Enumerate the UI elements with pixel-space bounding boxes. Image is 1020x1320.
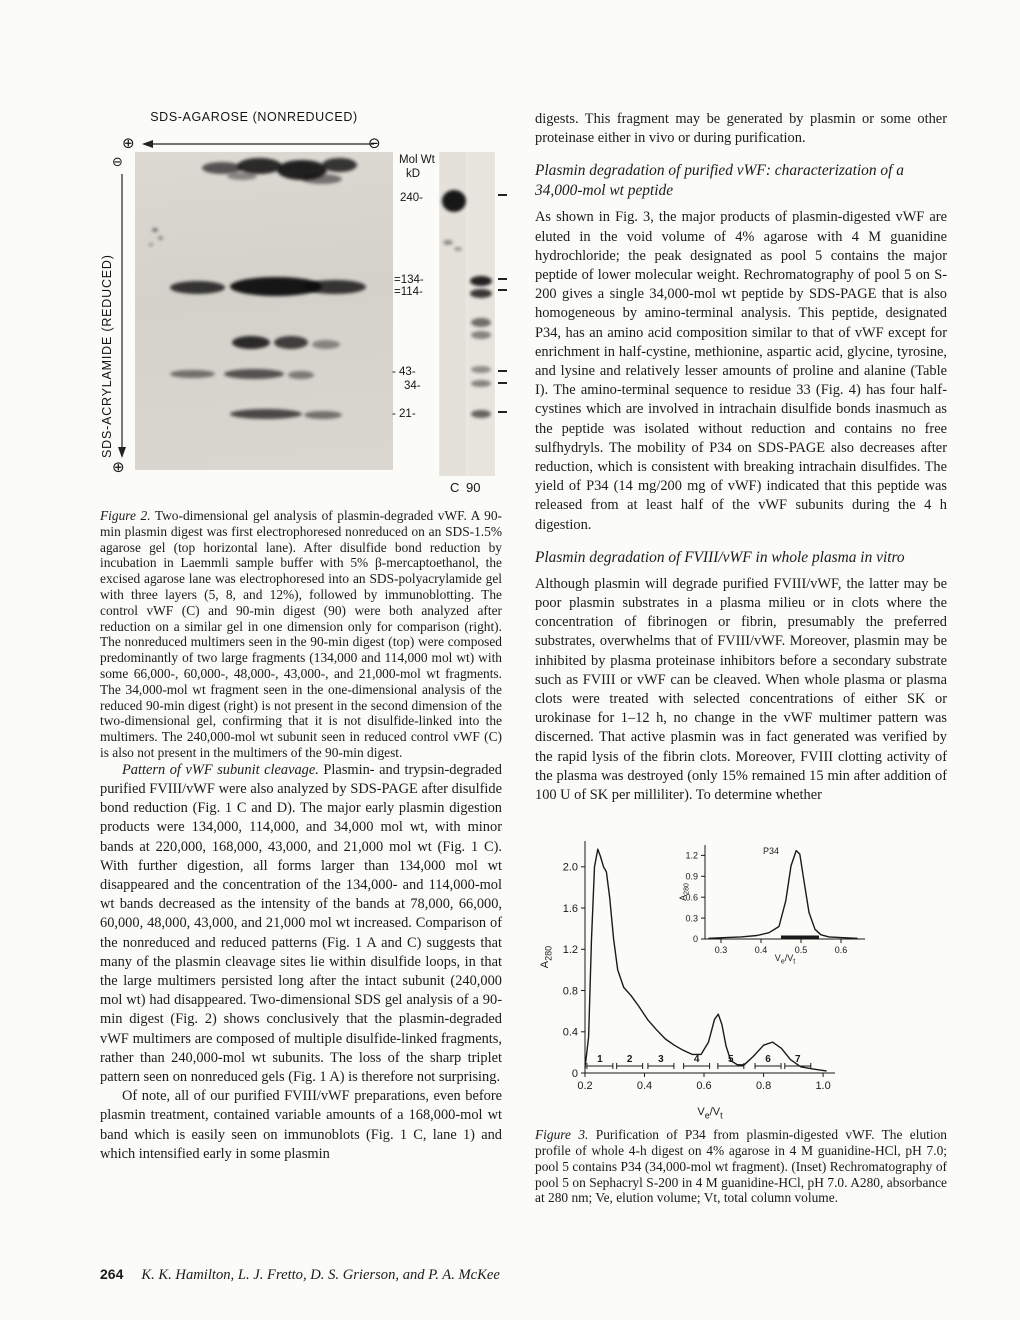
svg-text:0: 0 bbox=[692, 934, 698, 945]
gel-band bbox=[471, 380, 491, 387]
svg-text:2: 2 bbox=[626, 1054, 633, 1066]
gel-band bbox=[224, 369, 284, 379]
right-paragraph-2: Although plasmin will degrade purified FVIII/vWF, the latter may be poor plasmin substrates in a plasma milieu or in clots where the concentration of fibrinogen or fibrin, presumably the preferred substrates, overwhelms that of FVIII/vWF. Moreover, plasmin may be inhibited by plasma proteinase inhibitors before a secondary substrate such as FVIII or vWF can be cleaved. When whole plasma or plasma clots were treated with selected concentrations of either SK or urokinase for 1–12 h, no change in the vWF multimer pattern was discerned. That active plasmin was in fact generated was verified by the rapid lysis of the fibrin clots. Moreover, FVIII clotting activity of the plasma was destroyed (only 15% remained 15 min after addition of 100 U of SK per milliliter). To determine whether bbox=[535, 575, 947, 804]
gel-band bbox=[471, 410, 491, 418]
svg-text:P34: P34 bbox=[762, 846, 779, 857]
svg-text:1: 1 bbox=[597, 1054, 603, 1066]
gel-band bbox=[322, 158, 357, 172]
figure3-caption bbox=[535, 1127, 947, 1206]
left-paragraph-2: Of note, all of our purified FVIII/vWF preparations, even before plasmin treatment, contained variable amounts of a 168,000-mol wt band which is easily seen on immunoblots (Fig. 1 C, lane 1) and which intensified early in some plasmin bbox=[100, 1088, 502, 1162]
svg-text:A280: $A_{280}$ bbox=[539, 946, 554, 969]
figure3-inset-rechromatography bbox=[675, 833, 875, 965]
svg-text:0.4: 0.4 bbox=[562, 1026, 578, 1039]
section-heading-1: Plasmin degradation of purified vWF: characterization of a 34,000-mol wt peptide bbox=[535, 162, 904, 200]
mw-21-label: - 21- bbox=[392, 408, 416, 420]
right-paragraph-1: As shown in Fig. 3, the major products of plasmin-digested vWF are eluted in the void volume of 4% agarose with 4 M guanidine hydrochloride; the peak designated as pool 5 contains the major peptide of lower molecular weight. Rechromatography of pool 5 on S-200 gives a single 34,000-mol wt peptide by SDS-PAGE that is also homogeneous by amino-terminal analysis. This peptide, designated P34, has an amino acid composition similar to that of vWF except for enrichment in half-cystine, methionine, aspartic acid, glycine, tyrosine, and lysine and relatively lesser amounts of proline and alanine (Table I). The amino-terminal sequence to residue 33 (Fig. 4) has four half-cystines which are involved in intrachain disulfide bonds inasmuch as the peptide was isolated without reduction and contains no free sulfhydryls. The mobility of P34 on SDS-PAGE also decreases after reduction, which is consistent with breaking intrachain disulfides. The yield of P34 (14 mg/200 mg of vWF) indicated that this peptide was released from at least half of the vWF subunits during the 4 h digestion. bbox=[535, 209, 947, 533]
svg-text:0.4: 0.4 bbox=[636, 1080, 653, 1093]
gel-band bbox=[471, 366, 491, 373]
gel-band bbox=[274, 336, 308, 349]
svg-text:Ve/Vt: $V_e/V_t$ bbox=[697, 1106, 723, 1120]
svg-text:0.6: 0.6 bbox=[696, 1080, 712, 1093]
svg-text:0: 0 bbox=[571, 1068, 578, 1081]
figure2-caption-text: Two-dimensional gel analysis of plasmin-degraded vWF. A 90-min plasmin digest was first electrophoresed nonreduced on an SDS-1.5% agarose gel (top horizontal lane). After disulfide bond reduction by incubation in Laemmli sample buffer with 5% β-mercaptoethanol, the excised agarose lane was electrophoresed into an SDS-polyacrylamide gel with three layers (5, 8, and 12%), followed by immunoblotting. The control vWF (C) and 90-min digest (90) were both analyzed after reduction on a similar gel in one dimension only for comparison (right). The nonreduced multimers seen in the 90-min digest (top) were composed predominantly of two large fragments (134,000 and 114,000 mol wt) with some 66,000-, 60,000-, 48,000-, 43,000-, and 21,000-mol wt fragments. The 34,000-mol wt fragment seen in the one-dimensional analysis of the reduced 90-min digest (right) is not present in the second dimension of the two-dimensional gel, confirming that it is not disulfide-linked into the multimers. The 240,000-mol wt subunit seen in reduced control vWF (C) is also not present in the multimers of the 90-min digest. bbox=[100, 508, 503, 760]
gel-band bbox=[304, 280, 366, 294]
figure2-caption-lead: Figure 2. bbox=[100, 508, 151, 523]
kd-unit-label: kD bbox=[406, 168, 421, 180]
mw-tick-mark bbox=[498, 411, 507, 413]
gel-band bbox=[227, 172, 257, 180]
svg-text:5: 5 bbox=[728, 1054, 734, 1066]
svg-text:7: 7 bbox=[795, 1054, 801, 1066]
svg-text:1.6: 1.6 bbox=[562, 903, 578, 916]
svg-text:0.6: 0.6 bbox=[685, 892, 698, 903]
gel-band bbox=[230, 409, 302, 419]
left-paragraph-1-text: Plasmin- and trypsin-degraded purified FVIII/vWF were also analyzed by SDS-PAGE after disulfide bond reduction (Fig. 1 C and D). The major early plasmin digestion products were 134,000, 114,000, and 34,000 mol wt, with minor bands at 220,000, 168,000, 43,000, and 21,000 mol wt (Fig. 1 C). With further digestion, all forms larger than 134,000 mol wt disappeared and the concentration of the 134,000- and 114,000-mol wt bands decreased as the intensity of the bands at 78,000, 66,000, 60,000, 48,000, 43,000, and 21,000 mol wt increased. Comparison of the nonreduced and reduced patterns (Fig. 1 A and C) suggests that many of the plasmin cleavage sites lie within disulfide loops, in that the large multimers persisted long after the intact subunit (240,000 mol wt) had disappeared. Two-dimensional SDS gel analysis of a 90-min digest (Fig. 2) shows conclusively that the plasmin-degraded vWF multimers are composed of multiple disulfide-linked fragments, rather than 240,000-mol wt subunits. The loss of the sharp triplet pattern seen on nonreduced gels (Fig. 1 A) is therefore not surprising. bbox=[100, 761, 502, 1085]
svg-text:1.0: 1.0 bbox=[815, 1080, 831, 1093]
svg-text:0.6: 0.6 bbox=[834, 945, 848, 956]
figure2-top-axis-label: SDS-AGAROSE (NONREDUCED) bbox=[150, 110, 358, 124]
gel-band bbox=[158, 236, 163, 240]
left-column bbox=[100, 108, 502, 1164]
left-paragraph-1-lead: Pattern of vWF subunit cleavage. bbox=[122, 761, 319, 778]
right-column bbox=[535, 110, 947, 1206]
gel-band bbox=[288, 371, 314, 379]
mw-tick-mark bbox=[498, 194, 507, 196]
mol-wt-label: Mol Wt bbox=[399, 154, 435, 166]
plus-electrode-icon: ⊕ bbox=[112, 458, 125, 476]
section-heading-2: Plasmin degradation of FVIII/vWF in whole plasma in vitro bbox=[535, 548, 905, 566]
plus-electrode-icon: ⊕ bbox=[122, 134, 135, 152]
svg-text:2.0: 2.0 bbox=[562, 861, 578, 874]
figure2-caption bbox=[100, 508, 502, 761]
mw-34-label: 34- bbox=[404, 380, 421, 392]
svg-text:1.2: 1.2 bbox=[685, 850, 698, 861]
gel-band bbox=[304, 411, 342, 419]
figure2-gel-graphic bbox=[100, 108, 502, 500]
svg-text:0.4: 0.4 bbox=[754, 945, 768, 956]
figure3-caption-text: Purification of P34 from plasmin-digested vWF. The elution profile of whole 4-h digest on 4% agarose in 4 M guanidine-HCl, pH 7.0; pool 5 contains P34 (34,000-mol wt fragment). (Inset) Rechromatography of pool 5 on Sephacryl S-200 in 4 M guanidine-HCl, pH 7.0. A280, absorbance at 280 nm; Ve, elution volume; Vt, total column volume. bbox=[535, 1127, 947, 1206]
figure3-caption-lead: Figure 3. bbox=[535, 1127, 589, 1143]
minus-electrode-icon: ⊖ bbox=[368, 134, 381, 152]
svg-text:0.3: 0.3 bbox=[714, 945, 728, 956]
svg-text:3: 3 bbox=[658, 1054, 664, 1066]
gel-band bbox=[470, 289, 492, 298]
footer-authors: K. K. Hamilton, L. J. Fretto, D. S. Grierson, and P. A. McKee bbox=[141, 1267, 500, 1283]
mw-43-label: - 43- bbox=[392, 366, 416, 378]
mw-tick-mark bbox=[498, 370, 507, 372]
gel-band bbox=[170, 281, 225, 294]
gel-band bbox=[470, 276, 492, 286]
gel-band bbox=[149, 243, 153, 246]
lane-90-label: 90 bbox=[466, 480, 481, 495]
svg-text:0.5: 0.5 bbox=[794, 945, 808, 956]
figure3-inset-plot bbox=[675, 833, 875, 965]
mw-tick-mark bbox=[498, 289, 507, 291]
minus-electrode-icon: ⊖ bbox=[112, 155, 123, 170]
gel-band bbox=[312, 340, 340, 349]
svg-text:4: 4 bbox=[693, 1054, 700, 1066]
page-number: 264 bbox=[100, 1266, 124, 1282]
right-paragraph-0: digests. This fragment may be generated by plasmin or some other proteinase either in vivo or during purification. bbox=[535, 111, 947, 147]
mw-240-label: 240- bbox=[400, 192, 424, 204]
svg-text:0.8: 0.8 bbox=[562, 985, 578, 998]
mw-134-label: =134- bbox=[394, 274, 424, 286]
gel-bands-layer bbox=[100, 108, 502, 500]
gel-band bbox=[302, 174, 342, 184]
left-paragraph-1 bbox=[100, 761, 502, 1087]
gel-band bbox=[232, 336, 270, 349]
gel-band bbox=[443, 240, 453, 245]
svg-text:1.2: 1.2 bbox=[562, 944, 578, 957]
mw-tick-mark bbox=[498, 382, 507, 384]
gel-band bbox=[454, 247, 462, 251]
gel-band bbox=[442, 190, 466, 212]
svg-text:A280: $A_{280}$ bbox=[678, 883, 691, 902]
svg-text:6: 6 bbox=[765, 1054, 771, 1066]
gel-band bbox=[152, 228, 158, 232]
page-footer bbox=[100, 1266, 500, 1284]
mw-tick-mark bbox=[498, 278, 507, 280]
svg-text:0.8: 0.8 bbox=[755, 1080, 772, 1093]
figure3-chart bbox=[535, 823, 947, 1119]
gel-band bbox=[471, 318, 491, 327]
svg-text:0.2: 0.2 bbox=[577, 1080, 593, 1093]
lane-c-label: C bbox=[450, 480, 460, 495]
svg-text:0.3: 0.3 bbox=[685, 913, 698, 924]
figure2-left-axis-label: SDS-ACRYLAMIDE (REDUCED) bbox=[100, 254, 114, 458]
svg-text:Ve/Vt: $V_e/V_t$ bbox=[774, 953, 796, 966]
mw-114-label: =114- bbox=[394, 286, 423, 298]
gel-band bbox=[471, 331, 491, 339]
svg-text:0.9: 0.9 bbox=[685, 871, 698, 882]
gel-band bbox=[170, 370, 215, 378]
